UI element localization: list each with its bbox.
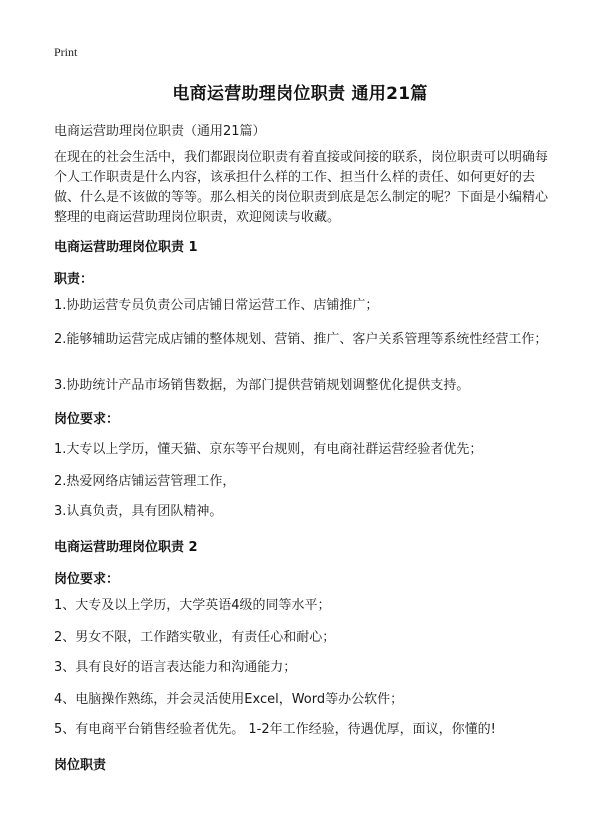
section1-requirement-item: 1.大专以上学历，懂天猫、京东等平台规则，有电商社群运营经验者优先； [54, 442, 483, 457]
section2-requirement-item: 4、电脑操作熟练，并会灵活使用Excel，Word等办公软件； [54, 692, 404, 707]
section1-duty-item: 1.协助运营专员负责公司店铺日常运营工作、店铺推广； [54, 298, 379, 313]
section2-requirement-item: 3、具有良好的语言表达能力和沟通能力； [54, 660, 297, 675]
section2-requirement-item: 5、有电商平台销售经验者优先。 1-2年工作经验，待遇优厚，面议，你懂的! [54, 722, 496, 737]
section1-heading: 电商运营助理岗位职责 1 [54, 240, 198, 255]
document-subtitle: 电商运营助理岗位职责（通用21篇） [54, 124, 266, 139]
section2-duties-heading: 岗位职责 [54, 758, 107, 773]
print-label: Print [54, 45, 78, 59]
section2-requirement-item: 2、男女不限，工作踏实敬业，有责任心和耐心； [54, 630, 336, 645]
section2-requirement-item: 1、大专及以上学历，大学英语4级的同等水平； [54, 598, 331, 613]
section1-duty-item: 2.能够辅助运营完成店铺的整体规划、营销、推广、客户关系管理等系统性经营工作； [54, 332, 548, 347]
section2-heading: 电商运营助理岗位职责 2 [54, 540, 198, 555]
section2-requirements-heading: 岗位要求： [54, 572, 120, 587]
document-title: 电商运营助理岗位职责 通用21篇 [172, 84, 428, 104]
section1-duties-heading: 职责： [54, 272, 94, 287]
section1-requirement-item: 3.认真负责，具有团队精神。 [54, 504, 223, 519]
section1-requirement-item: 2.热爱网络店铺运营管理工作， [54, 474, 236, 489]
section1-requirements-heading: 岗位要求： [54, 412, 120, 427]
intro-paragraph: 在现在的社会生活中，我们都跟岗位职责有着直接或间接的联系，岗位职责可以明确每个人工作职责是什么内容，该承担什么样的工作、担当什么样的责任、如何更好的去做、什么是不该做的等等。那么相关的岗位职责到底是怎么制定的呢？下面是小编精心整理的电商运营助理岗位职责，欢迎阅读与收藏。 [54, 150, 549, 225]
section1-duty-item: 3.协助统计产品市场销售数据，为部门提供营销规划调整优化提供支持。 [54, 378, 470, 393]
